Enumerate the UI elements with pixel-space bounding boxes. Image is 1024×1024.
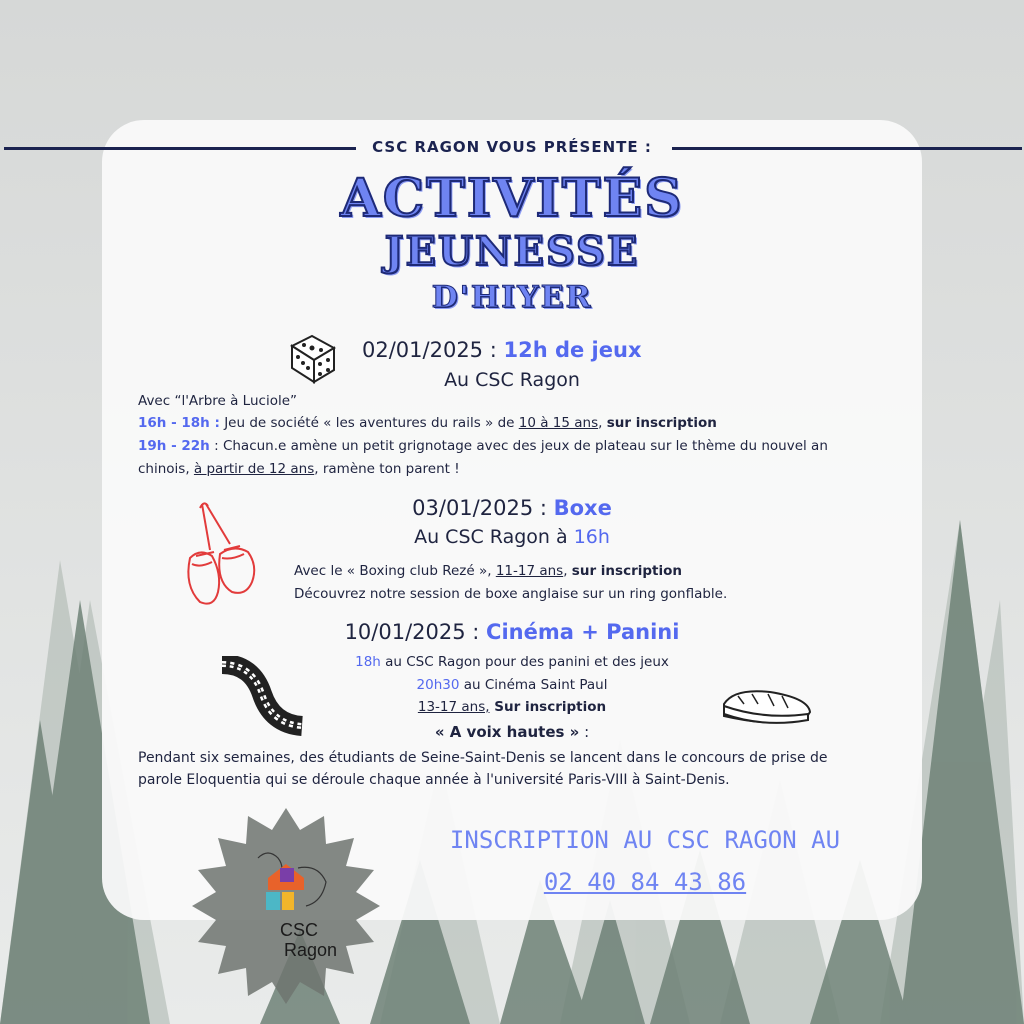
- event1-slot2-time: 19h - 22h: [138, 438, 210, 454]
- event1-slot1-comma: ,: [598, 415, 607, 431]
- csc-ragon-logo: [188, 808, 384, 1004]
- event3-desc-line2: parole Eloquentia qui se déroule chaque année à l'université Paris-VIII à Saint-Denis.: [138, 772, 730, 788]
- event1-heading: [362, 338, 642, 362]
- event3-time-2: 20h30: [416, 677, 460, 693]
- event2-line2: Découvrez notre session de boxe anglaise sur un ring gonflable.: [294, 586, 728, 602]
- panini-icon: [718, 684, 816, 734]
- event3-movie-colon: :: [579, 723, 590, 741]
- event1-date: 02/01/2025: [362, 338, 484, 362]
- event1-slot2: [138, 438, 828, 454]
- phone-link[interactable]: 02 40 84 43 86: [543, 868, 747, 896]
- title-line-3: D'HIYER: [431, 280, 593, 315]
- event1-slot2-line2-start: chinois,: [138, 461, 194, 477]
- logo-text: CSC Ragon: [280, 920, 338, 960]
- event2-place-text: Au CSC Ragon à: [414, 526, 574, 548]
- event1-name: 12h de jeux: [503, 338, 642, 362]
- event1-slot2-line2: [138, 461, 460, 477]
- event2-name: Boxe: [553, 496, 612, 520]
- event3-heading: [0, 620, 1024, 644]
- title-line-2: JEUNESSE: [384, 228, 640, 275]
- presents-heading: CSC RAGON VOUS PRÉSENTE :: [372, 138, 652, 156]
- event3-line3: [0, 699, 1024, 715]
- event2-age: 11-17 ans: [495, 563, 564, 579]
- event2-registration: sur inscription: [571, 563, 682, 579]
- event2-separator: :: [533, 496, 554, 520]
- event1-slot1-age: 10 à 15 ans: [518, 415, 599, 431]
- event1-place: Au CSC Ragon: [444, 369, 580, 391]
- event1-slot1-registration: sur inscription: [606, 415, 717, 431]
- event2-line1: [294, 563, 682, 579]
- event1-slot1: [138, 415, 717, 431]
- event1-slot2-age: à partir de 12 ans: [193, 461, 315, 477]
- title-line-1: ACTIVITÉS: [340, 168, 684, 229]
- event3-desc-line1: Pendant six semaines, des étudiants de Seine-Saint-Denis se lancent dans le concours de prise de: [138, 750, 828, 766]
- event1-intro: Avec “l'Arbre à Luciole”: [138, 393, 298, 409]
- event2-line1-text: Avec le « Boxing club Rezé »,: [294, 563, 496, 579]
- event1-slot1-text: Jeu de société « les aventures du rails » de: [219, 415, 519, 431]
- event3-date: 10/01/2025: [344, 620, 466, 644]
- event1-slot2-line2-end: , ramène ton parent !: [314, 461, 460, 477]
- event3-separator: :: [465, 620, 487, 644]
- event3-time-1: 18h: [355, 654, 381, 670]
- event3-line2: [0, 677, 1024, 693]
- event3-line2-text: au Cinéma Saint Paul: [459, 677, 608, 693]
- event2-line1-comma: ,: [563, 563, 572, 579]
- event3-registration: Sur inscription: [489, 699, 607, 715]
- event2-date: 03/01/2025: [412, 496, 534, 520]
- registration-heading: INSCRIPTION AU CSC RAGON AU: [449, 826, 841, 854]
- event2-time: 16h: [573, 526, 610, 548]
- event3-line1: [0, 654, 1024, 670]
- event3-movie-title: « A voix hautes »: [434, 723, 580, 741]
- event3-movie: [0, 723, 1024, 741]
- event3-line1-text: au CSC Ragon pour des panini et des jeux: [380, 654, 669, 670]
- event2-heading: [0, 496, 1024, 520]
- event1-separator: :: [483, 338, 504, 362]
- event2-place: [0, 526, 1024, 548]
- event1-slot1-time: 16h - 18h :: [138, 415, 220, 431]
- event3-age: 13-17 ans,: [417, 699, 490, 715]
- event1-slot2-text: : Chacun.e amène un petit grignotage avec des jeux de plateau sur le thème du nouvel an: [209, 438, 828, 454]
- event3-name: Cinéma + Panini: [486, 620, 680, 644]
